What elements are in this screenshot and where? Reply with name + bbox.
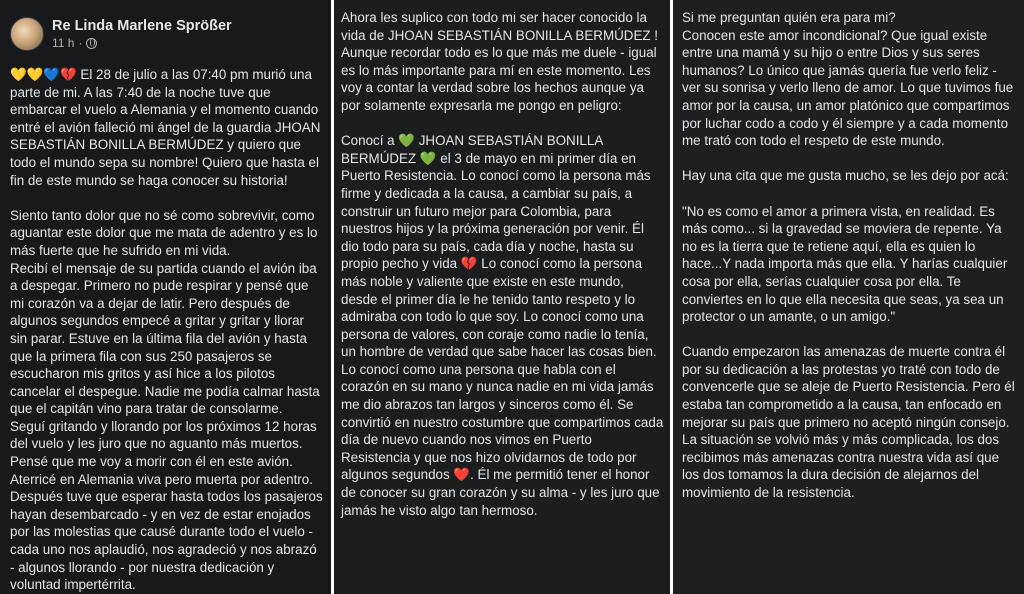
author-name[interactable]: Re Linda Marlene Sprößer: [52, 18, 232, 34]
post-timestamp[interactable]: 11 h: [52, 36, 75, 50]
author-info: [52, 18, 232, 50]
post-text-part-3: Si me preguntan quién era para mi? Conocen este amor incondicional? Que igual existe entre una mamá y su hijo o entre Dios y sus seres humanos? Lo único que jamás quería fue verlo feliz - ver su sonrisa y verlo lleno de amor. Lo que tuvimos fue amor por la causa, un amor platónico que compartimos por luchar codo a codo y él siempre y a cada momento me trató con todo el respeto de este mundo. Hay una cita que me gusta mucho, se les dejo por acá: "No es como el amor a primera vista, en realidad. Es más como... si la gravedad se moviera de repente. Ya no es la tierra que te retiene aquí, ella es quien lo hace...Y nada importa más que ella. Y harías cualquier cosa por ella, serías cualquier cosa por ella. Te conviertes en lo que ella necesita que seas, ya sea un protector o un amante, o un amigo." Cuando empezaron las amenazas de muerte contra él por su dedicación a las protestas yo traté con todo de convencerle que se aleje de Puerto Resistencia. Pero él estaba tan comprometido a la causa, tan enfocado en mejorar su país que primero no aceptó ningún consejo. La situación se volvió más y más complicada, los dos recibimos más amenazas contra nuestra vida así que los dos tomamos la dura decisión de alejarnos del movimiento de la resistencia.: [682, 10, 1015, 501]
post-panel-2: [334, 0, 670, 594]
post-header: [10, 14, 232, 54]
post-text-part-1: 💛💛💙💔 El 28 de julio a las 07:40 pm murió una parte de mi. A las 7:40 de la noche tuve que embarcar el vuelo a Alemania y el momento cuando entré el avión falleció mi ángel de la guardia JHOAN SEBASTIÁN BONILLA BERMÚDEZ y quiero que todo el mundo sepa su nombre! Quiero que hasta el fin de este mundo se haga conocer su historia! Siento tanto dolor que no sé como sobrevivir, como aguantar este dolor que me mata de adentro y es lo más fuerte que he sufrido en mi vida. Recibí el mensaje de su partida cuando el avión iba a despegar. Primero no pude respirar y pensé que mi corazón va a dejar de latir. Pero después de algunos segundos empecé a gritar y gritar y llorar sin parar. Estuve en la última fila del avión y hasta que la primera fila con sus 250 pasajeros se escucharon mis gritos y así hice a los pilotos cancelar el despegue. Nadie me podía calmar hasta que el capitán vino para tratar de consolarme. Seguí gritando y llorando por los próximos 12 horas del vuelo y les juro que no aguanto más muertos. Pensé que me voy a morir con él en este avión. Aterricé en Alemania viva pero muerta por adentro. Después tuve que esperar hasta todos los pasajeros hayan desembarcado - y en vez de estar enojados por las molestias que causé durante todo el vuelo - cada uno nos aplaudió, nos agradeció y nos abrazó - algunos llorando - por nuestra dedicación y voluntad impertérrita.: [10, 67, 323, 593]
author-avatar[interactable]: [10, 17, 44, 51]
post-meta: [52, 36, 232, 50]
globe-icon[interactable]: [86, 38, 97, 49]
meta-separator: ·: [78, 36, 83, 50]
post-panel-3: [673, 0, 1024, 594]
post-panel-1: [0, 0, 331, 594]
post-text-part-2: Ahora les suplico con todo mi ser hacer conocido la vida de JHOAN SEBASTIÁN BONILLA BERMÚDEZ ! Aunque recordar todo es lo que más me duele - igual es lo más importante para mí en este momento. Les voy a contar la verdad sobre los hechos aunque ya por solamente expresarla me pongo en peligro: Conocí a 💚 JHOAN SEBASTIÁN BONILLA BERMÚDEZ 💚 el 3 de mayo en mi primer día en Puerto Resistencia. Lo conocí como la persona más firme y dedicada a la causa, a cambiar su país, a construir un futuro mejor para Colombia, para nuestros hijos y la próxima generación por venir. Él dio todo para su país, cada día y noche, hasta su propio pecho y vida 💔 Lo conocí como la persona más noble y valiente que existe en este mundo, desde el primer día le he tenido tanto respeto y lo admiraba con todo lo que soy. Lo conocí como una persona de valores, con coraje como nadie lo tenía, un hombre de verdad que sabe hacer las cosas bien. Lo conocí como una persona que habla con el corazón en su mano y nunca nadie en mi vida jamás me dio abrazos tan largos y sinceros como él. Se convirtió en nuestro costumbre que compartimos cada día de nuevo cuando nos vimos en Puerto Resistencia y que nos hizo olvidarnos de todo por algunos segundos ❤️. Él me permitió tener el honor de conocer su gran corazón y su alma - y les juro que jamás he visto algo tan hermoso.: [341, 10, 664, 518]
